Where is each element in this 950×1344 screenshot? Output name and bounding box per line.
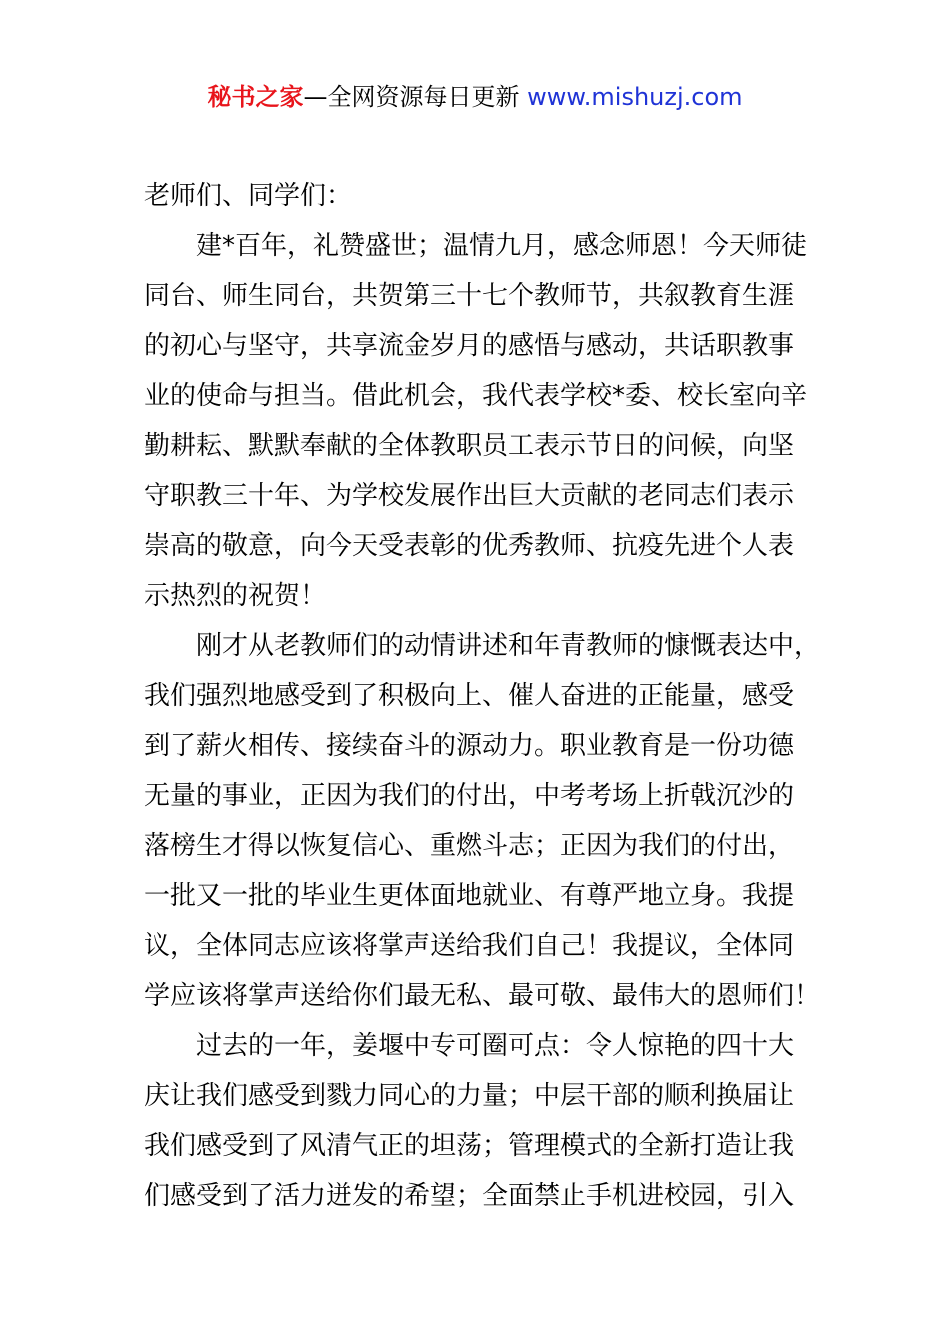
paragraph-1-line-4: 业的使命与担当。借此机会，我代表学校*委、校长室向辛: [144, 381, 808, 411]
paragraph-2-line-6: 一批又一批的毕业生更体面地就业、有尊严地立身。我提: [144, 881, 795, 911]
brand-name: 秘书之家: [207, 83, 304, 111]
paragraph-3-line-2: 庆让我们感受到戮力同心的力量；中层干部的顺利换届让: [144, 1081, 795, 1111]
document-body: [144, 176, 824, 1226]
paragraph-1-line-3: 的初心与坚守，共享流金岁月的感悟与感动，共话职教事: [144, 331, 795, 361]
paragraph-1-line-5: 勤耕耘、默默奉献的全体教职员工表示节日的问候，向坚: [144, 431, 795, 461]
paragraph-2-line-1: 刚才从老教师们的动情讲述和年青教师的慷慨表达中，: [196, 631, 821, 661]
paragraph-2-line-5: 落榜生才得以恢复信心、重燃斗志；正因为我们的付出，: [144, 831, 795, 861]
site-url[interactable]: www.mishuzj.com: [527, 83, 743, 111]
paragraph-2-line-2: 我们强烈地感受到了积极向上、催人奋进的正能量，感受: [144, 681, 795, 711]
paragraph-2-line-4: 无量的事业，正因为我们的付出，中考考场上折戟沉沙的: [144, 781, 795, 811]
paragraph-3-line-1: 过去的一年，姜堰中专可圈可点：令人惊艳的四十大: [196, 1031, 795, 1061]
paragraph-2-line-8: 学应该将掌声送给你们最无私、最可敬、最伟大的恩师们！: [144, 981, 821, 1011]
paragraph-1-line-1: 建*百年，礼赞盛世；温情九月，感念师恩！今天师徒: [196, 231, 808, 261]
paragraph-3-line-3: 我们感受到了风清气正的坦荡；管理模式的全新打造让我: [144, 1131, 795, 1161]
paragraph-2-line-7: 议，全体同志应该将掌声送给我们自己！我提议，全体同: [144, 931, 795, 961]
paragraph-1-line-7: 崇高的敬意，向今天受表彰的优秀教师、抗疫先进个人表: [144, 531, 795, 561]
salutation-line: 老师们、同学们：: [144, 181, 353, 211]
paragraph-1-line-2: 同台、师生同台，共贺第三十七个教师节，共叙教育生涯: [144, 281, 795, 311]
site-header: [0, 80, 950, 114]
paragraph-1-line-8: 示热烈的祝贺！: [144, 581, 327, 611]
header-tagline: —全网资源每日更新: [303, 83, 528, 111]
paragraph-3-line-4: 们感受到了活力迸发的希望；全面禁止手机进校园，引入: [144, 1181, 795, 1211]
paragraph-1-line-6: 守职教三十年、为学校发展作出巨大贡献的老同志们表示: [144, 481, 795, 511]
paragraph-2-line-3: 到了薪火相传、接续奋斗的源动力。职业教育是一份功德: [144, 731, 795, 761]
